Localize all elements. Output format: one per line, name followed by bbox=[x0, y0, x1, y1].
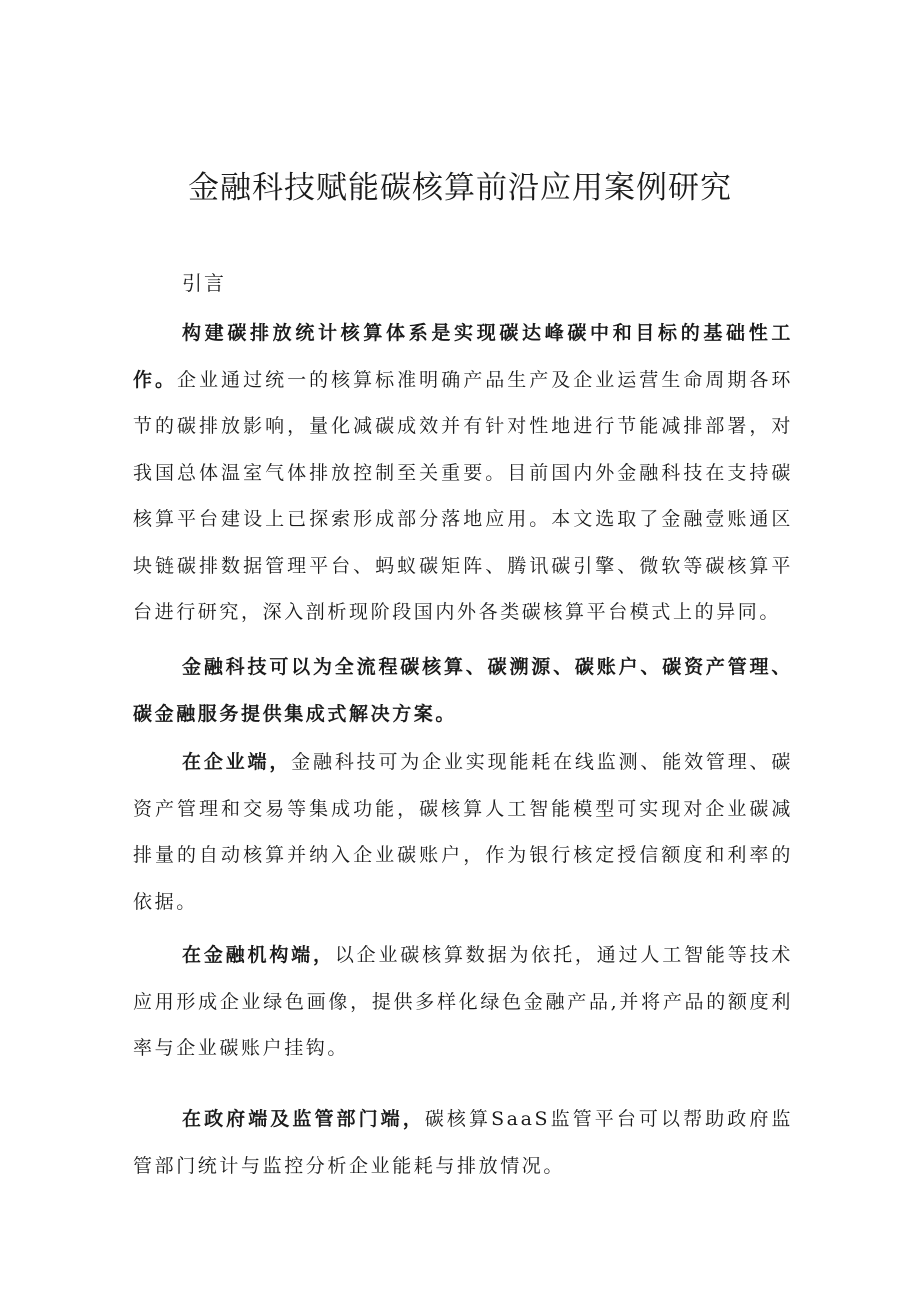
paragraph-enterprise-side bbox=[133, 739, 793, 925]
paragraph-lead: 构建碳排放统计核算体系是实现碳达峰碳中和目标的基础性工作。 bbox=[133, 322, 793, 391]
document-title: 金融科技赋能碳核算前沿应用案例研究 bbox=[188, 170, 732, 206]
paragraph-financial-institution-side bbox=[133, 932, 793, 1072]
paragraph-integrated-solutions bbox=[133, 644, 793, 737]
paragraph-lead: 在企业端， bbox=[182, 751, 292, 773]
paragraph-lead: 金融科技可以为全流程碳核算、碳溯源、碳账户、碳资产管理、碳金融服务提供集成式解决方案。 bbox=[133, 656, 793, 725]
paragraph-body: 企业通过统一的核算标准明确产品生产及企业运营生命周期各环节的碳排放影响，量化减碳成效并有针对性地进行节能减排部署，对我国总体温室气体排放控制至关重要。目前国内外金融科技在支持碳核算平台建设上已探索形成部分落地应用。本文选取了金融壹账通区块链碳排数据管理平台、蚂蚁碳矩阵、腾讯碳引擎、微软等碳核算平台进行研究，深入剖析现阶段国内外各类碳核算平台模式上的异同。 bbox=[133, 368, 793, 623]
paragraph-government-regulator-side bbox=[133, 1096, 793, 1189]
paragraph-carbon-accounting-system bbox=[133, 310, 793, 636]
section-heading: 引言 bbox=[182, 271, 226, 295]
paragraph-body: 金融科技可为企业实现能耗在线监测、能效管理、碳资产管理和交易等集成功能，碳核算人工智能模型可实现对企业碳减排量的自动核算并纳入企业碳账户，作为银行核定授信额度和利率的依据。 bbox=[133, 751, 793, 913]
paragraph-lead: 在政府端及监管部门端， bbox=[182, 1108, 425, 1130]
paragraph-lead: 在金融机构端， bbox=[182, 944, 335, 966]
paragraph-body: 以企业碳核算数据为依托，通过人工智能等技术应用形成企业绿色画像，提供多样化绿色金融产品,并将产品的额度利率与企业碳账户挂钩。 bbox=[133, 944, 793, 1059]
paragraph-body: 碳核算SaaS监管平台可以帮助政府监管部门统计与监控分析企业能耗与排放情况。 bbox=[133, 1108, 793, 1177]
